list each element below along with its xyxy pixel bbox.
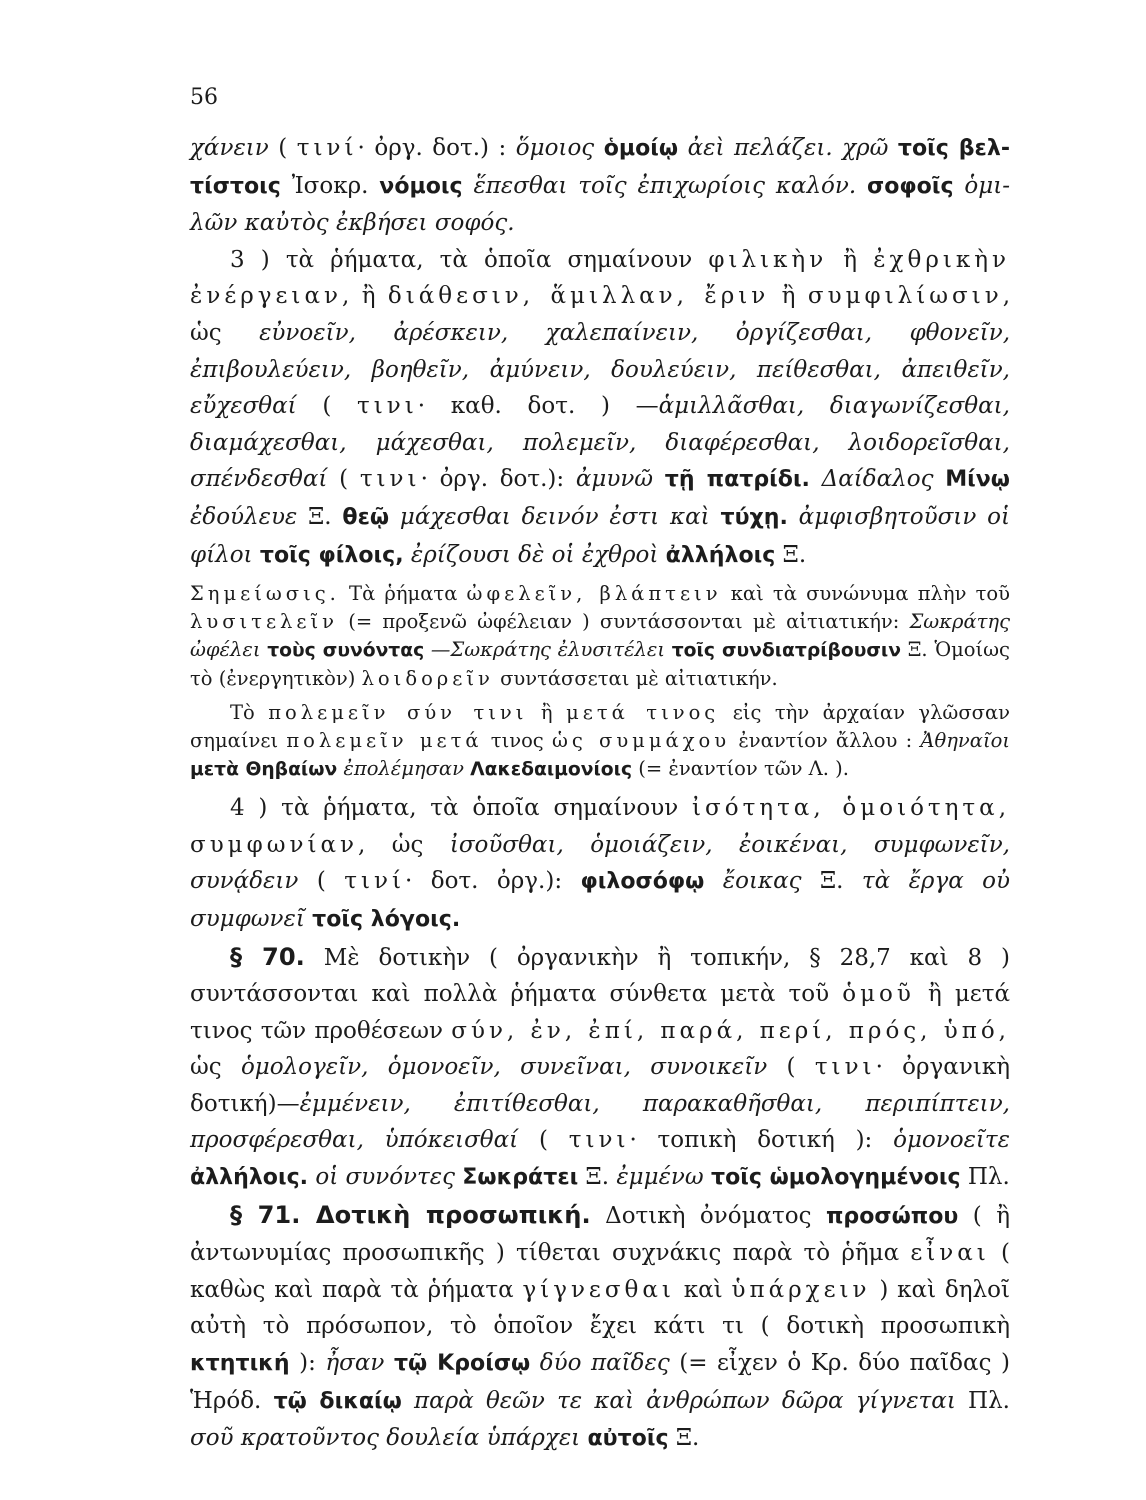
bold-term: αὐτοῖς [587,1426,669,1452]
italic-text: ἦσαν [325,1350,394,1377]
italic-text: ἀμφισβητοῦσιν οἱ φίλοι [190,503,1010,568]
text-run: ) καὶ δηλοῖ αὐτὴ τὸ πρόσωπον, τὸ ὁποῖον ἔχει κάτι τι ( δοτικὴ προσωπικὴ [190,1276,1010,1340]
italic-text: εὐνοεῖν, ἀρέσκειν, χαλεπαίνειν, ὀργίζεσθαι, φθονεῖν, ἐπιβουλεύειν, βοηθεῖν, ἀμύνειν, δουλεύειν, πείθεσθαι, ἀπειθεῖν, εὔχεσθαί [190,319,1010,420]
paragraph-p7 [190,1197,1010,1458]
italic-text: παρὰ θεῶν τε καὶ ἀνθρώπων δῶρα γίγνεται [401,1387,956,1414]
text-run: · ὀργανικὴ δοτική)— [190,1054,1010,1117]
text-run: Δοτικὴ ὀνόματος [590,1202,826,1229]
spaced-term: πολεμεῖν μετά [286,729,483,753]
bold-term: τῇ πατρίδι. [664,467,810,493]
text-run: ( [327,466,360,493]
paragraph-p4 [190,699,1010,784]
bold-term: ἀλλήλοις [665,542,776,568]
italic-text: μάχεσθαι δεινόν ἐστι καὶ [389,503,721,530]
spaced-term: τινι [359,466,421,493]
text-run: (= εἶχεν ὁ Κρ. δύο παῖδας ) Ἡρόδ. [190,1350,1010,1414]
spaced-term: τινί [296,135,358,161]
italic-text: χάνειν [190,135,269,161]
bold-term: ὁμοίῳ [603,136,679,161]
spaced-term: πολεμεῖν σύν τινι [268,701,528,725]
italic-text: ὅμοιος [515,135,604,161]
italic-text: ἕπεσθαι τοῖς ἐπιχωρίοις καλόν. [462,172,868,199]
bold-term: Λακεδαιμονίοις [470,759,633,781]
italic-text: ἐμμένω [616,1164,711,1191]
spaced-term: γίγνεσθαι [522,1276,675,1303]
text-run: Τὸ [230,701,269,725]
spaced-term: λοιδορεῖν [361,667,494,691]
italic-text: Ἀθηναῖοι [920,729,1010,753]
paragraph-p5 [190,790,1010,938]
spaced-term: σύν, ἐν, ἐπί, παρά, περί, πρός, ὑπό, [451,1017,1010,1044]
bold-term: τοῖς φίλοις, [259,542,404,568]
bold-term: νόμοις [379,173,463,199]
paragraph-p2 [190,242,1010,574]
spaced-term: ἐχθρικὴν ἐνέργειαν [190,246,1010,310]
spaced-term: ἰσότητα, ὁμοιότητα, συμφωνίαν [190,795,1011,858]
text-run: Πλ. [955,1387,1010,1414]
spaced-term: τινι [357,393,418,420]
spaced-term: τινι [814,1054,876,1081]
text-run: Πλ. [960,1164,1010,1191]
italic-text: ἐρίζουσι δὲ οἱ ἐχθροὶ [403,541,666,568]
italic-text: ὁμονοεῖτε [893,1127,1010,1154]
text-run: ( [518,1127,569,1154]
bold-term: κτητική [190,1351,290,1377]
text-run: ( [767,1054,815,1081]
section-heading: § 71. Δοτικὴ προσωπική. [230,1200,591,1229]
spaced-term: Σημείωσις. [190,582,340,606]
spaced-term: εἶναι [910,1240,990,1267]
text-run: ἢ [827,246,874,273]
paragraph-p1 [190,130,1010,242]
italic-text: ἐπολέμησαν [337,757,471,781]
text-run: ( [268,135,297,161]
text-run: ( [298,868,345,895]
text-run: καὶ τὰ συνώνυμα πλὴν τοῦ [721,582,1010,606]
italic-text: —Σωκράτης ἐλυσιτέλει [424,638,672,662]
text-run: ἢ [527,701,567,725]
italic-text: οἱ συνόντες [308,1164,463,1191]
italic-text: τὰ ἔργα οὐ συμφωνεῖ [190,868,1010,932]
text-run: 3 ) τὰ ῥήματα, τὰ ὁποῖα σημαίνουν [230,246,709,273]
italic-text: ὁμολογεῖν, ὁμονοεῖν, συνεῖναι, συνοικεῖν [240,1054,768,1081]
text-run: Ξ. [578,1164,617,1191]
bold-term: ἀλλήλοις. [190,1165,309,1191]
italic-text: ἰσοῦσθαι, ὁμοιάζειν, ἐοικέναι, συμφωνεῖν, συνᾴδειν [190,831,1010,895]
text-run: 4 ) τὰ ῥήματα, τὰ ὁποῖα σημαίνουν [230,795,693,822]
text-run: · τοπικὴ δοτική ): [629,1127,894,1154]
bold-term: τοῖς βελτίστοις [190,136,1010,199]
text-run: ὡς [190,1054,241,1081]
text-run: Τὰ ῥήματα [339,582,467,606]
bold-term: Μίνῳ [945,467,1010,493]
text-run: ( ἢ ἀντωνυμίας προσωπικῆς ) τίθεται συχνάκις παρὰ τὸ ῥῆμα [190,1202,1010,1267]
text-run: Ξ. [668,1425,700,1452]
bold-term: θεῷ [342,504,390,530]
text-run: ἢ μετά τινος τῶν προθέσεων [190,981,1010,1044]
text-run: · καθ. δοτ. ) — [417,393,659,420]
bold-term: τοῖς συνδιατρίβουσιν [671,640,901,662]
bold-term: τοῖς λόγοις. [312,906,461,932]
spaced-term: συμφιλίωσιν [807,283,1003,310]
paragraph-p6 [190,939,1010,1197]
spaced-term: ὡς συμμάχου [551,729,731,753]
bold-term: τύχῃ. [720,504,788,530]
italic-text: ἀεὶ πελάζει. χρῶ [678,135,898,161]
bold-term: τοὺς συνόντας [267,640,425,662]
text-run: ( [296,393,358,420]
italic-text: Σωκράτης ὠφέλει [190,610,1010,662]
text-run: Μὲ δοτικὴν ( ὀργανικὴν ἢ τοπικήν, § 28,7 καὶ 8 ) συντάσσονται καὶ πολλὰ ῥήματα σύνθετα μετὰ τοῦ [190,944,1010,1008]
section-heading: § 70. [230,942,305,971]
text-run: ): [289,1350,326,1377]
text-run: Ἰσοκρ. [280,172,380,199]
text-run: Ξ. [297,503,343,530]
text-run: , ἢ [341,283,388,310]
bold-term: σοφοῖς [867,173,954,199]
italic-text: ἔοικας [704,868,802,895]
paragraph-p3 [190,580,1010,693]
spaced-term: φιλικὴν [708,246,828,273]
spaced-term: λυσιτελεῖν [190,610,339,634]
text-run: ἐναντίον ἄλλου : [730,729,921,753]
text-run: · ὀργ. δοτ.): [420,466,576,493]
text-run: Ξ. [775,541,807,568]
bold-term: προσώπου [825,1203,959,1229]
text-run: ἢ [769,283,808,310]
italic-text: ἀμυνῶ [575,466,665,493]
text-run: Ξ. [801,868,862,895]
text-run: , ὡς [190,283,1011,346]
text-run: (= ἐναντίον τῶν Λ. ). [632,757,849,781]
text-run: τινος [482,729,552,753]
spaced-term: διάθεσιν, ἅμιλλαν, ἔριν [387,283,770,310]
spaced-term: τινί [344,868,405,895]
text-run: εἰς τὴν ἀρχαίαν γλῶσσαν σημαίνει [190,701,1010,753]
italic-text: Δαίδαλος [809,466,946,493]
italic-text: ὁμιλῶν καὐτὸς ἐκβήσει σοφός. [190,172,1010,237]
spaced-term: ὑπάρχειν [731,1276,871,1303]
bold-term: φιλοσόφῳ [580,869,705,895]
spaced-term: τινι [568,1127,630,1154]
bold-term: τοῖς ὡμολογημένοις [710,1165,961,1191]
text-run: ( καθὼς καὶ παρὰ τὰ ῥήματα [190,1240,1010,1303]
bold-term: μετὰ Θηβαίων [190,759,338,781]
italic-text: δύο παῖδες [530,1350,670,1377]
text-run: · ὀργ. δοτ.) : [357,135,516,161]
text-run: Ξ. Ὁμοίως τὸ (ἐνεργητικὸν) [190,638,1010,691]
text-run: · δοτ. ὀργ.): [405,868,581,895]
italic-text: σοῦ κρατοῦντος δουλεία ὑπάρχει [190,1425,588,1452]
page-number: 56 [190,85,218,110]
text-run: (= προξενῶ ὠφέλειαν ) συντάσσονται μὲ αἰτιατικήν: [338,610,910,634]
spaced-term: ὁμοῦ [842,981,915,1008]
italic-text: ἐμμένειν, ἐπιτίθεσθαι, παρακαθῆσθαι, περιπίπτειν, προσφέρεσθαι, ὑπόκεισθαί [190,1090,1010,1154]
body-text [190,130,1010,1458]
spaced-term: ὠφελεῖν, βλάπτειν [466,582,722,606]
italic-text: ἁμιλλᾶσθαι, διαγωνίζεσθαι, διαμάχεσθαι, μάχεσθαι, πολεμεῖν, διαφέρεσθαι, λοιδορεῖσθαι, σπένδεσθαί [190,393,1010,493]
italic-text: ἐδούλευε [190,503,298,530]
text-run: , ὡς [358,831,450,858]
bold-term: τῷ Κροίσῳ [393,1351,531,1377]
bold-term: τῷ δικαίῳ [273,1388,402,1414]
text-run: συντάσσεται μὲ αἰτιατικήν. [493,667,778,691]
text-run: καὶ [674,1276,732,1303]
spaced-term: μετά τινος [566,701,720,725]
bold-term: Σωκράτει [462,1165,579,1191]
